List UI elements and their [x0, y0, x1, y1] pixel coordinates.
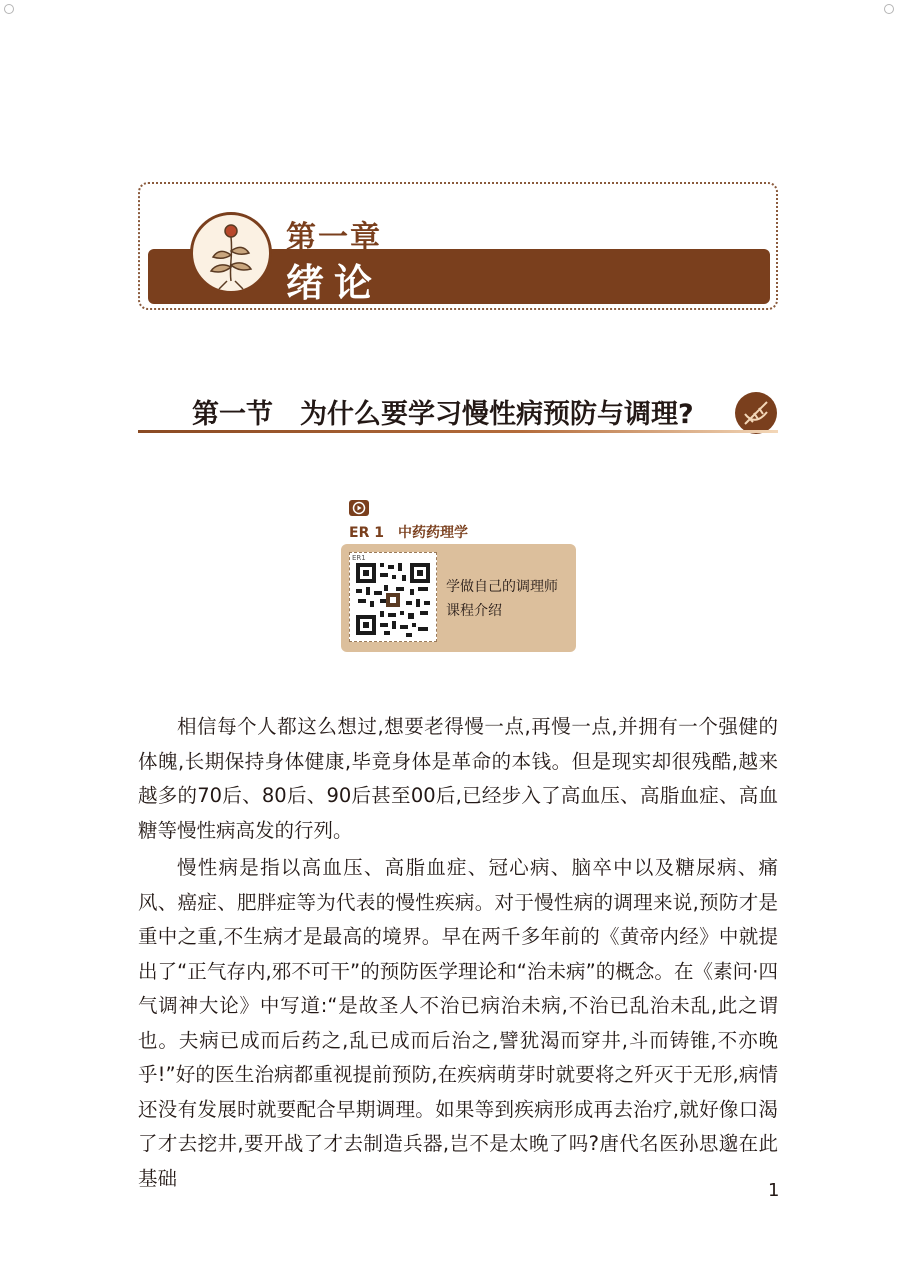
paragraph: 相信每个人都这么想过,想要老得慢一点,再慢一点,并拥有一个强健的体魄,长期保持身体健康,毕竟身体是革命的本钱。但是现实却很残酷,越来越多的70后、80后、90后甚至00后,已经步入了高血压、高脂血症、高血糖等慢性病高发的行列。	[138, 715, 778, 842]
qr-tag: ER1	[352, 554, 366, 562]
dna-icon	[735, 392, 777, 434]
video-play-icon	[349, 500, 369, 516]
section-title: 第一节 为什么要学习慢性病预防与调理?	[192, 399, 694, 430]
qr-code[interactable]	[349, 552, 437, 642]
chapter-label: 第一章	[286, 220, 382, 255]
herb-plant-icon	[193, 215, 269, 291]
resource-line-2: 课程介绍	[446, 603, 502, 619]
section-rule	[138, 430, 778, 433]
body-text	[138, 710, 778, 1196]
qr-code-icon	[350, 553, 436, 641]
page-number: 1	[768, 1180, 780, 1201]
resource-description	[446, 575, 558, 623]
chapter-title: 绪论	[286, 261, 383, 305]
resource-caption: ER 1 中药药理学	[349, 525, 468, 541]
paragraph: 慢性病是指以高血压、高脂血症、冠心病、脑卒中以及糖尿病、痛风、癌症、肥胖症等为代表的慢性疾病。对于慢性病的调理来说,预防才是重中之重,不生病才是最高的境界。早在两千多年前的《黄帝内经》中就提出了“正气存内,邪不可干”的预防医学理论和“治未病”的概念。在《素问·四气调神大论》中写道:“是故圣人不治已病治未病,不治已乱治未乱,此之谓也。夫病已成而后药之,乱已成而后治之,譬犹渴而穿井,斗而铸锥,不亦晚乎!”好的医生治病都重视提前预防,在疾病萌芽时就要将之歼灭于无形,病情还没有发展时就要配合早期调理。如果等到疾病形成再去治疗,就好像口渴了才去挖井,要开战了才去制造兵器,岂不是太晚了吗?唐代名医孙思邈在此基础	[138, 856, 778, 1190]
crop-mark-top-right	[884, 4, 894, 14]
resource-line-1: 学做自己的调理师	[446, 579, 558, 595]
herb-medallion	[190, 212, 272, 294]
dna-badge	[735, 392, 777, 434]
crop-mark-top-left	[4, 4, 14, 14]
